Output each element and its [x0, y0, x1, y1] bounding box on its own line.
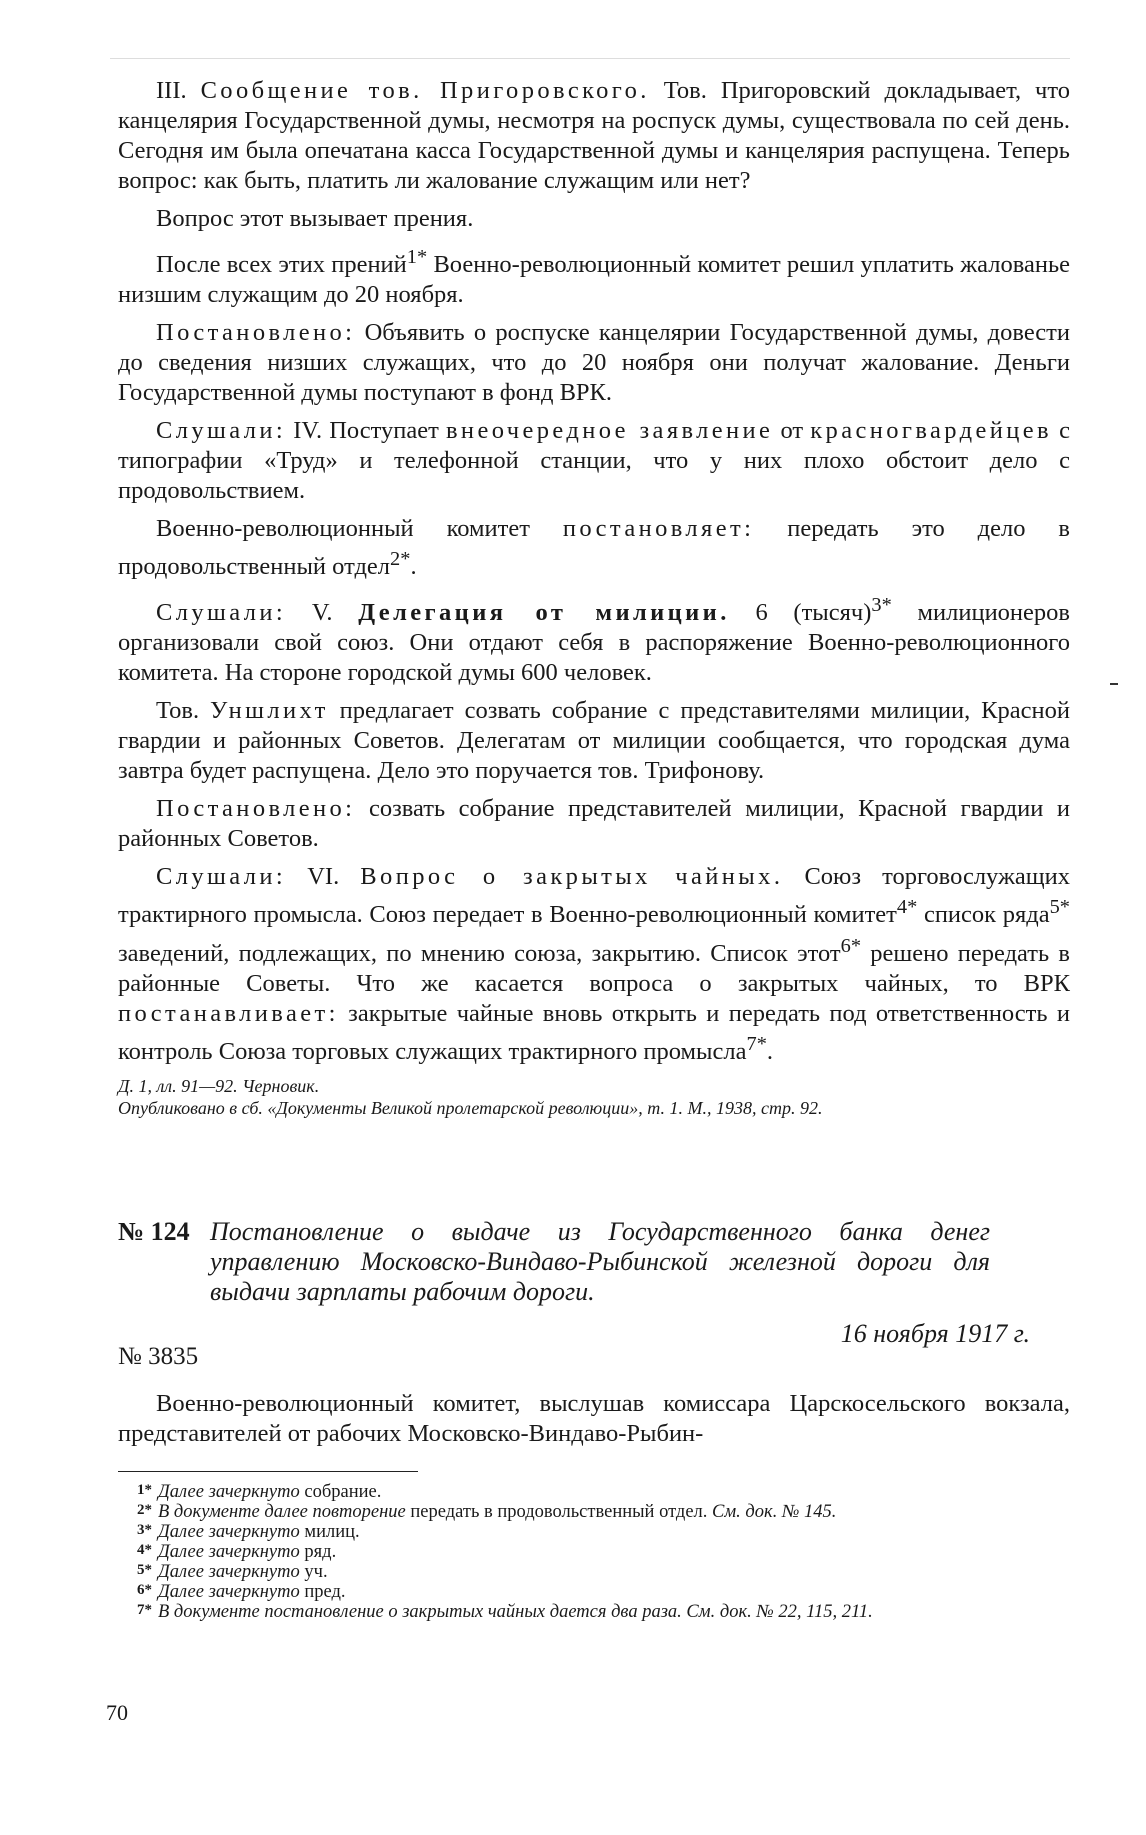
spaced-heading: постановляет: [562, 515, 755, 543]
footnote-item [118, 1502, 1070, 1522]
footnote-ref: 4* [896, 896, 918, 919]
footnote-italic: Далее зачеркнуто [158, 1581, 300, 1602]
footnote-text: милиц. [299, 1521, 360, 1542]
archive-number: № 3835 [118, 1342, 199, 1370]
spaced-heading: внеочередное заявление [445, 417, 774, 445]
footnote-item [118, 1522, 1070, 1542]
paragraph-heard-iv [118, 416, 1070, 506]
paragraph-report-prigorovsky [118, 76, 1070, 196]
document-number-text: № 124 [118, 1216, 190, 1246]
paragraph-text: Тов. Пригоровский докладывает, что канцелярия Государственной думы, несмотря на роспуск думы, существовала по сей день. Сегодня им была опечатана касса Государственной думы и канцелярия распущена. Теперь вопрос: как быть, платить ли жалование служащим или нет? [118, 77, 1070, 194]
paragraph-unshlikht [118, 696, 1070, 786]
spaced-heading: Слушали: [156, 417, 287, 445]
footnote-divider [118, 1471, 418, 1472]
source-published: Опубликовано в сб. «Документы Великой пролетарской революции», т. 1. М., 1938, стр. 92. [118, 1097, 823, 1118]
footnote-ref: 1* [406, 246, 428, 268]
paragraph-text: VI. [286, 863, 361, 891]
footnotes [118, 1482, 1070, 1622]
paragraph-text: Военно-революционный комитет решил уплатить жалованье низшим служащим до 20 ноября. [118, 251, 1070, 309]
scan-mark [1110, 683, 1118, 685]
footnote-mark: 1* [137, 1481, 152, 1498]
spaced-heading: красногвардейцев [810, 417, 1053, 445]
footnote-italic: Далее зачеркнуто [158, 1541, 300, 1562]
spaced-heading: Слушали: [156, 599, 287, 627]
footnote-italic: В документе постановление о закрытых чайных дается два раза. См. док. № 22, 115, 211. [158, 1601, 873, 1622]
footnote-item [118, 1542, 1070, 1562]
document-page [118, 76, 1070, 1622]
footnote-text: пред. [299, 1581, 346, 1602]
paragraph-text: Объявить о роспуске канцелярии Государственной думы, довести до сведения низших служащих, что до 20 ноября они получат жалование. Деньги Государственной думы поступают в фонд ВРК. [118, 319, 1070, 407]
footnote-italic: Далее зачеркнуто [158, 1481, 300, 1502]
footnote-ref: 2* [390, 548, 411, 571]
paragraph-text: После всех этих прений [156, 251, 407, 279]
footnote-item [118, 1482, 1070, 1502]
paragraph-text: Военно-революционный комитет, выслушав комиссара Царскосельского вокзала, представителей от рабочих Московско-Виндаво-Рыбин- [118, 1389, 1070, 1447]
paragraph-text: список ряда [917, 901, 1050, 929]
paragraph-text: Тов. [156, 697, 211, 725]
footnote-ref: 7* [746, 1032, 767, 1055]
scan-edge-line [110, 58, 1070, 59]
paragraph-text: заведений, подлежащих, по мнению союза, закрытию. Список этот [118, 939, 841, 967]
footnote-italic: См. док. № 145. [707, 1501, 837, 1522]
paragraph-text: с типографии «Труд» и телефонной станции, что у них плохо обстоит дело с продовольствием. [118, 417, 1071, 505]
paragraph-text: закрытые чайные вновь открыть и передать под ответственность и контроль Союза торговых служащих трактирного промысла [118, 999, 1070, 1065]
footnote-mark: 7* [137, 1601, 152, 1618]
paragraph-text: . [410, 553, 417, 581]
paragraph-text: IV. Поступает [286, 417, 446, 445]
spaced-heading: Сообщение тов. Пригоровского. [200, 77, 650, 104]
spaced-heading: Постановлено: [156, 319, 356, 347]
paragraph-text: милиционеров организовали свой союз. Они отдают себя в распоряжение Военно-революционного комитета. На стороне городской думы 600 человек. [118, 599, 1070, 687]
section-number: III. [156, 77, 201, 104]
footnote-ref: 5* [1049, 896, 1070, 919]
page-number: 70 [106, 1700, 128, 1725]
spaced-heading: Постановлено: [156, 795, 356, 823]
spaced-heading: постанавливает: [118, 999, 339, 1027]
paragraph-decision-pay [118, 242, 1070, 310]
footnote-italic: Далее зачеркнуто [158, 1561, 300, 1582]
paragraph-text: от [773, 417, 811, 445]
footnote-italic: В документе далее повторение [158, 1501, 406, 1522]
paragraph-heard-v [118, 590, 1070, 688]
paragraph-text: предлагает созвать собрание с представителями милиции, Красной гвардии и районных Советов. Делегатам от милиции сообщается, что городская дума завтра будет распущена. Дело это поручается тов. Трифонову. [118, 697, 1070, 785]
footnote-mark: 3* [137, 1521, 152, 1538]
footnote-item [118, 1582, 1070, 1602]
paragraph-text: Военно-революционный комитет [156, 515, 563, 543]
footnote-mark: 4* [137, 1541, 152, 1558]
paragraph-text: передать это дело в продовольственный отдел [118, 515, 1070, 581]
paragraph-text: Союз торговослужащих трактирного промысла. Союз передает в Военно-революционный комитет [118, 863, 1071, 929]
paragraph-committee [118, 1389, 1070, 1449]
paragraph-text: созвать собрание представителей милиции, Красной гвардии и районных Советов. [118, 795, 1070, 853]
footnote-item [118, 1562, 1070, 1582]
document-date: 16 ноября 1917 г. [840, 1318, 1030, 1348]
footnote-text: ряд. [299, 1541, 337, 1562]
footnote-mark: 6* [137, 1581, 152, 1598]
footnote-text: уч. [299, 1561, 328, 1582]
footnote-text: передать в продовольственный отдел. [405, 1501, 708, 1522]
footnote-ref: 3* [871, 594, 892, 617]
paragraph-decree-food [118, 514, 1070, 582]
paragraph-text: 6 (тысяч) [729, 599, 872, 627]
source-archive: Д. 1, лл. 91—92. Черновик. [118, 1075, 320, 1096]
document-title: Постановление о выдаче из Государственного банка денег управлению Московско-Виндаво-Рыбинской железной дороги для выдачи зарплаты рабочим дороги. [210, 1216, 990, 1306]
paragraph-text: . [766, 1037, 774, 1065]
paragraph-text: V. [286, 599, 359, 627]
spaced-heading: Уншлихт [210, 697, 329, 725]
spaced-heading: Делегация от милиции. [358, 599, 730, 627]
paragraph-resolved-1 [118, 318, 1070, 408]
paragraph-debate [118, 204, 1070, 234]
paragraph-resolved-2 [118, 794, 1070, 854]
paragraph-text: решено передать в районные Советы. Что же касается вопроса о закрытых чайных, то ВРК [118, 939, 1070, 997]
footnote-italic: Далее зачеркнуто [158, 1521, 300, 1542]
spaced-heading: Слушали: [156, 863, 287, 891]
footnote-item [118, 1602, 1070, 1622]
paragraph-text: Вопрос этот вызывает прения. [156, 205, 474, 232]
footnote-ref: 6* [840, 934, 862, 957]
footnote-text: собрание. [299, 1481, 382, 1502]
spaced-heading: Вопрос о закрытых чайных. [360, 863, 784, 891]
footnote-mark: 5* [137, 1561, 152, 1578]
paragraph-heard-vi [118, 862, 1070, 1066]
footnote-mark: 2* [137, 1501, 152, 1518]
